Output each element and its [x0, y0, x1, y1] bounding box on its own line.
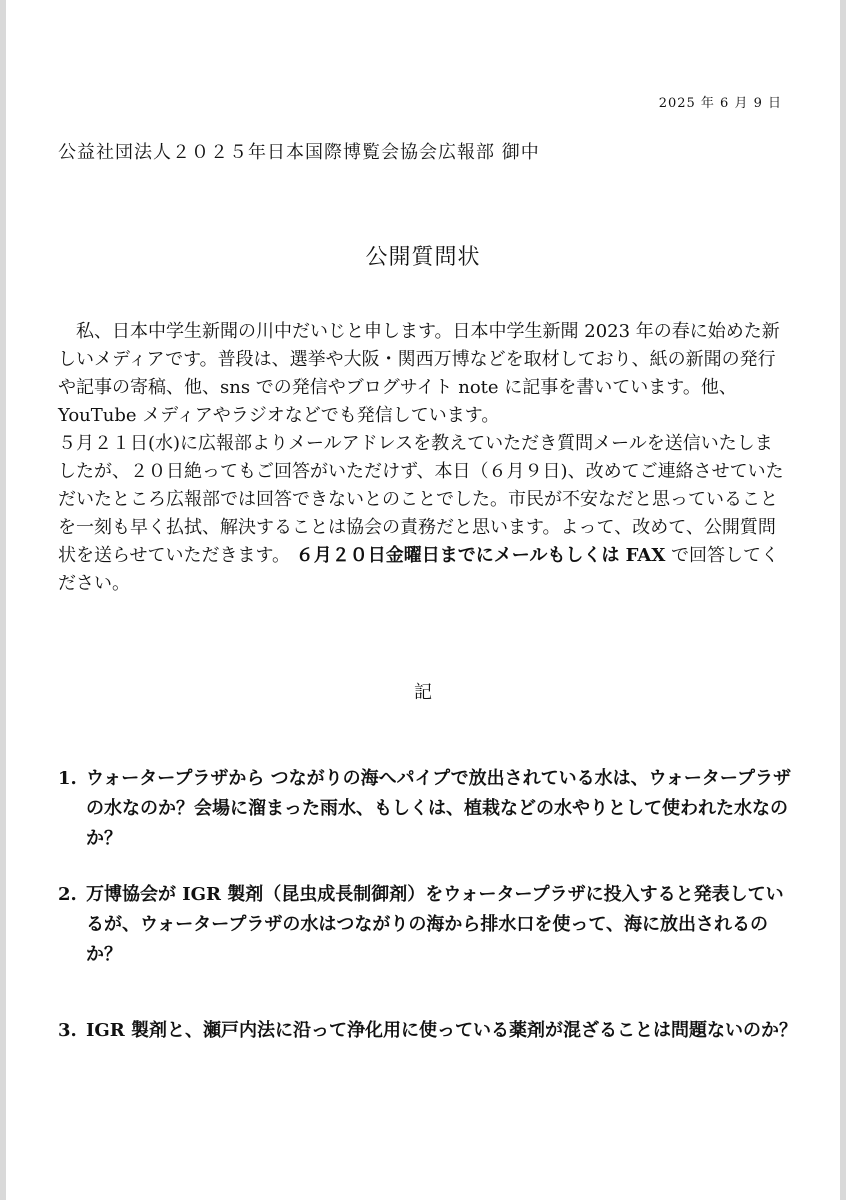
request-text: ５月２１日(水)に広報部よりメールアドレスを教えていただき質問メールを送信いたしましたが、２０日絶ってもご回答がいただけず、本日（６月９日)、改めてご連絡させていただいたところ広報部では回答できないとのことでした。市民が不安なだと思っていることを一刻も早く払拭、解決することは協会の責務だと思います。よって、改めて、公開質問状を送らせていただきます。: [58, 433, 784, 566]
question-text: IGR 製剤と、瀬戸内法に沿って浄化用に使っている薬剤が混ざることは問題ないのか？: [86, 1020, 798, 1041]
closing-text: で回答してください。: [58, 545, 780, 594]
ki-heading: 記: [414, 682, 432, 703]
question-number: 3.: [58, 1020, 77, 1041]
question-item: [58, 880, 800, 970]
question-text: ウォータープラザから つながりの海へパイプで放出されている水は、ウォータープラザの水なのか？会場に溜まった雨水、もしくは、植栽などの水やりとして使われた水なのか？: [86, 768, 792, 849]
document-page: [6, 0, 840, 1200]
body-paragraph-request: [58, 430, 790, 598]
question-text: 万博協会が IGR 製剤（昆虫成長制御剤）をウォータープラザに投入すると発表しているが、ウォータープラザの水はつながりの海から排水口を使って、海に放出されるのか？: [86, 884, 784, 965]
document-date: 2025 年 6 月 9 日: [658, 96, 782, 111]
body-text: [58, 318, 790, 598]
deadline-text: ６月２０日金曜日までにメールもしくは FAX: [295, 545, 666, 566]
document-title: 公開質問状: [365, 245, 481, 270]
question-item: [58, 764, 800, 854]
question-number: 2.: [58, 884, 77, 905]
question-item: [58, 1016, 800, 1046]
question-number: 1.: [58, 768, 77, 789]
addressee-line: 公益社団法人２０２５年日本国際博覧会協会広報部 御中: [58, 142, 540, 163]
body-paragraph-intro: 私、日本中学生新聞の川中だいじと申します。日本中学生新聞 2023 年の春に始めた新しいメディアです。普段は、選挙や大阪・関西万博などを取材しており、紙の新聞の発行や記事の寄稿、他、sns での発信やブログサイト note に記事を書いています。他、YouTube メディアやラジオなどでも発信しています。: [58, 321, 780, 426]
